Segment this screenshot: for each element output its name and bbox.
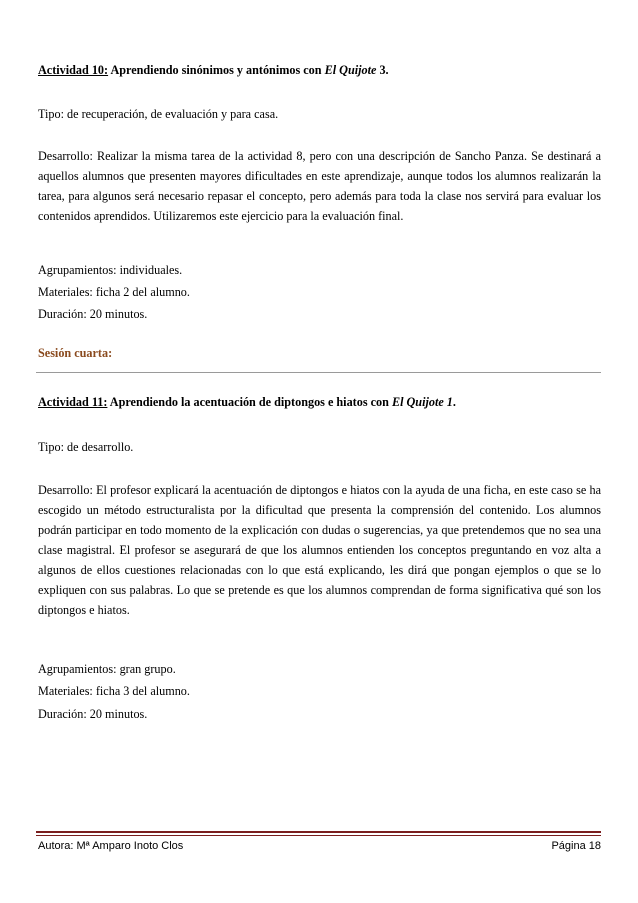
session-heading: Sesión cuarta:: [38, 346, 113, 360]
footer-page-number: Página 18: [551, 840, 601, 852]
footer-rule-thin: [36, 835, 601, 836]
activity-10-desarrollo: Desarrollo: Realizar la misma tarea de la actividad 8, pero con una descripción de Sancho Panza. Se destinará a aquellos alumnos que presenten mayores dificultades en este aprendizaje, aunque todos los alumnos realizarán la tarea, para algunos será necesario repasar el concepto, pero además para toda la clase nos servirá para evaluar los contenidos aprendidos. Utilizaremos este ejercicio para la evaluación final.: [38, 149, 601, 223]
activity-10-tipo: Tipo: de recuperación, de evaluación y para casa.: [38, 107, 279, 121]
activity-11-desarrollo: Desarrollo: El profesor explicará la acentuación de diptongos e hiatos con la ayuda de una ficha, en este caso se ha escogido un método estructuralista por la dificultad que presenta la comprensión del contenido. Los alumnos podrán participar en todo momento de la explicación con dudas o sugerencias, ya que pretendemos que no sea una clase magistral. El profesor se asegurará de que los alumnos entienden los conceptos preguntando en voz alta a algunos de ellos cuestiones relacionadas con lo que está explicando, les dirá que pongan ejemplos o que se lo expliquen con sus palabras. Lo que se pretende es que los alumnos comprendan de forma significativa qué son los diptongos e hiatos.: [38, 483, 601, 617]
session-divider: [36, 372, 601, 373]
activity-10-agrupamientos: Agrupamientos: individuales.: [38, 263, 183, 277]
activity-10-title-italic: El Quijote: [324, 63, 377, 77]
activity-10-title: Aprendiendo sinónimos y antónimos con: [108, 63, 325, 77]
activity-10-duracion: Duración: 20 minutos.: [38, 307, 148, 321]
footer-author: Autora: Mª Amparo Inoto Clos: [38, 840, 184, 852]
activity-11-agrupamientos: Agrupamientos: gran grupo.: [38, 662, 176, 676]
footer-rule-thick: [36, 831, 601, 833]
activity-10-number: 3.: [376, 63, 389, 77]
activity-11-materiales: Materiales: ficha 3 del alumno.: [38, 684, 190, 698]
activity-11-label: Actividad 11:: [38, 395, 108, 409]
activity-11-tipo: Tipo: de desarrollo.: [38, 440, 134, 454]
activity-10-label: Actividad 10:: [38, 63, 109, 77]
activity-11-heading: [38, 392, 601, 412]
activity-11-duracion: Duración: 20 minutos.: [38, 707, 148, 721]
activity-10-materiales: Materiales: ficha 2 del alumno.: [38, 285, 190, 299]
activity-11-title-italic: El Quijote 1: [391, 395, 453, 409]
activity-10-heading: [38, 60, 601, 80]
activity-11-title: Aprendiendo la acentuación de diptongos e hiatos con: [107, 395, 392, 409]
activity-11-number: .: [452, 395, 456, 409]
